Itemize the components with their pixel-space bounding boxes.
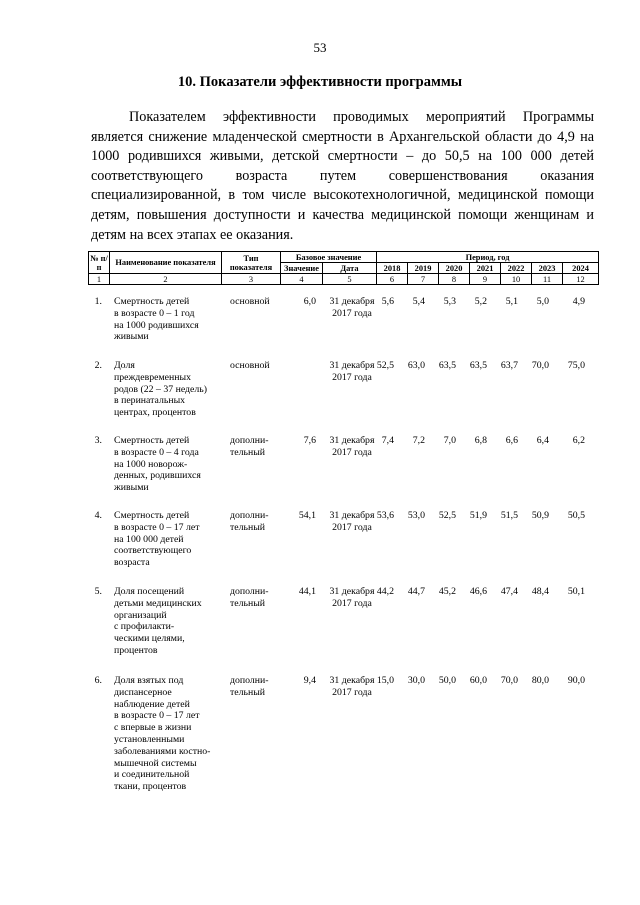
year-value: 63,7 xyxy=(500,360,518,371)
year-value: 15,0 xyxy=(376,675,394,686)
header-year: 2020 xyxy=(439,263,470,274)
indicator-name-line: Доля посещений xyxy=(114,586,185,597)
year-value: 50,1 xyxy=(567,586,585,597)
indicator-name-line: Доля xyxy=(114,360,135,371)
year-value: 5,6 xyxy=(381,296,394,307)
base-date-line: 2017 года xyxy=(332,597,372,609)
header-year: 2023 xyxy=(532,263,563,274)
indicator-type-line: дополни- xyxy=(230,675,269,686)
base-date-line: 2017 года xyxy=(332,307,372,319)
indicator-name-line: денных, родившихся xyxy=(114,470,201,482)
header-base-date: Дата xyxy=(323,263,377,274)
header-year: 2018 xyxy=(377,263,408,274)
indicator-name-line: живыми xyxy=(114,331,149,343)
year-value: 63,5 xyxy=(438,360,456,371)
base-date-line: 2017 года xyxy=(332,686,372,698)
indicator-name xyxy=(114,296,222,343)
indicator-name xyxy=(114,435,222,494)
year-value: 51,5 xyxy=(500,510,518,521)
indicator-name-line: Смертность детей xyxy=(114,435,190,446)
indicator-name-line: Смертность детей xyxy=(114,296,190,307)
base-date-line: 31 декабря xyxy=(329,586,375,597)
year-value: 47,4 xyxy=(500,586,518,597)
indicator-name-line: соответствующего xyxy=(114,545,192,557)
header-year: 2022 xyxy=(501,263,532,274)
year-value: 51,9 xyxy=(469,510,487,521)
base-date-line: 31 декабря xyxy=(329,510,375,521)
indicator-type-line: дополни- xyxy=(230,510,269,521)
indicator-type-line: дополни- xyxy=(230,435,269,446)
indicator-name-line: центрах, процентов xyxy=(114,407,196,419)
indicator-name-line: диспансерное xyxy=(114,686,172,698)
base-value: 54,1 xyxy=(298,510,316,521)
indicator-name-line: ткани, процентов xyxy=(114,781,187,793)
intro-paragraph: Показателем эффективности проводимых мероприятий Программы является снижение младенческой смертности в Архангельской области до 4,9 на 1000 родившихся живыми, детской смертности – до 50,5 на 100 000 детей соответствующего возраста путем совершенствования оказания специализированной, в том числе высокотехнологичной, медицинской помощи детям, повышения доступности и качества медицинской помощи женщинам и детям на всех этапах ее оказания. xyxy=(91,109,594,243)
column-number: 1 xyxy=(89,274,110,285)
column-number: 6 xyxy=(377,274,408,285)
base-date-line: 2017 года xyxy=(332,371,372,383)
year-value: 6,2 xyxy=(572,435,585,446)
row-number: 6. xyxy=(94,675,102,686)
indicator-type-line: основной xyxy=(230,296,270,307)
indicator-type xyxy=(230,360,284,372)
indicator-type xyxy=(230,586,284,610)
indicator-name-line: на 100 000 детей xyxy=(114,533,184,545)
year-value: 4,9 xyxy=(572,296,585,307)
page-number: 53 xyxy=(313,40,327,55)
indicator-name-line: преждевременных xyxy=(114,371,191,383)
year-value: 30,0 xyxy=(407,675,425,686)
year-value: 6,8 xyxy=(474,435,487,446)
indicator-type-line: дополни- xyxy=(230,586,269,597)
year-value: 5,0 xyxy=(536,296,549,307)
year-value: 7,4 xyxy=(381,435,394,446)
header-period: Период, год xyxy=(377,252,599,263)
indicator-name xyxy=(114,675,222,793)
year-value: 6,4 xyxy=(536,435,549,446)
column-number: 3 xyxy=(222,274,281,285)
column-number: 5 xyxy=(323,274,377,285)
column-number: 11 xyxy=(532,274,563,285)
indicator-name-line: ческими целями, xyxy=(114,633,185,645)
indicator-name xyxy=(114,586,222,657)
year-value: 63,5 xyxy=(469,360,487,371)
indicator-type xyxy=(230,510,284,534)
column-number: 2 xyxy=(110,274,222,285)
year-value: 90,0 xyxy=(567,675,585,686)
indicator-type xyxy=(230,435,284,459)
row-number: 1. xyxy=(94,296,102,307)
indicator-name-line: в возрасте 0 – 17 лет xyxy=(114,710,200,722)
indicator-name-line: заболеваниями костно- xyxy=(114,745,211,757)
year-value: 7,0 xyxy=(443,435,456,446)
indicator-type-line: тельный xyxy=(230,446,266,458)
column-number: 9 xyxy=(470,274,501,285)
indicator-name xyxy=(114,510,222,569)
indicator-name-line: с профилакти- xyxy=(114,621,175,633)
indicator-name-line: Смертность детей xyxy=(114,510,190,521)
base-value: 9,4 xyxy=(303,675,316,686)
indicator-type xyxy=(230,675,284,699)
column-number: 7 xyxy=(408,274,439,285)
header-year: 2019 xyxy=(408,263,439,274)
year-value: 50,5 xyxy=(567,510,585,521)
column-number: 10 xyxy=(501,274,532,285)
header-base-value: Значение xyxy=(281,263,323,274)
indicator-name-line: в возрасте 0 – 4 года xyxy=(114,446,199,458)
column-number: 12 xyxy=(563,274,599,285)
year-value: 70,0 xyxy=(531,360,549,371)
indicator-name-line: детьми медицинских xyxy=(114,597,202,609)
year-value: 70,0 xyxy=(500,675,518,686)
indicator-type-line: основной xyxy=(230,360,270,371)
year-value: 5,2 xyxy=(474,296,487,307)
row-number: 5. xyxy=(94,586,102,597)
base-value: 7,6 xyxy=(303,435,316,446)
year-value: 5,1 xyxy=(505,296,518,307)
year-value: 60,0 xyxy=(469,675,487,686)
indicator-name-line: родов (22 – 37 недель) xyxy=(114,383,207,395)
year-value: 7,2 xyxy=(412,435,425,446)
header-year: 2024 xyxy=(563,263,599,274)
indicator-name-line: с впервые в жизни xyxy=(114,722,192,734)
section-title: 10. Показатели эффективности программы xyxy=(177,74,463,90)
indicator-name-line: организаций xyxy=(114,609,167,621)
base-value: 6,0 xyxy=(303,296,316,307)
indicator-name xyxy=(114,360,222,419)
base-date-line: 31 декабря xyxy=(329,435,375,446)
indicator-type-line: тельный xyxy=(230,597,266,609)
header-base: Базовое значение xyxy=(281,252,377,263)
year-value: 53,6 xyxy=(376,510,394,521)
indicator-name-line: в перинатальных xyxy=(114,395,186,407)
base-date-line: 31 декабря xyxy=(329,296,375,307)
indicator-type-line: тельный xyxy=(230,686,266,698)
row-number: 4. xyxy=(94,510,102,521)
base-value: 44,1 xyxy=(298,586,316,597)
indicator-name-line: на 1000 новорож- xyxy=(114,458,188,470)
year-value: 75,0 xyxy=(567,360,585,371)
indicator-name-line: процентов xyxy=(114,644,158,656)
year-value: 52,5 xyxy=(376,360,394,371)
base-date-line: 2017 года xyxy=(332,521,372,533)
indicator-name-line: живыми xyxy=(114,482,149,494)
base-date-line: 31 декабря xyxy=(329,360,375,371)
header-name: Наименование показателя xyxy=(110,252,222,274)
indicator-name-line: в возрасте 0 – 1 год xyxy=(114,307,195,319)
column-number: 8 xyxy=(439,274,470,285)
row-number: 3. xyxy=(94,435,102,446)
year-value: 63,0 xyxy=(407,360,425,371)
indicator-name-line: установленными xyxy=(114,733,185,745)
header-no: № п/п xyxy=(90,253,108,272)
column-number: 4 xyxy=(281,274,323,285)
year-value: 5,4 xyxy=(412,296,425,307)
indicator-name-line: и соединительной xyxy=(114,769,190,781)
year-value: 50,9 xyxy=(531,510,549,521)
indicator-type xyxy=(230,296,284,308)
indicator-name-line: на 1000 родившихся xyxy=(114,319,199,331)
indicator-name-line: возраста xyxy=(114,557,150,569)
year-value: 45,2 xyxy=(438,586,456,597)
header-type: Тип показателя xyxy=(222,252,281,274)
year-value: 52,5 xyxy=(438,510,456,521)
row-number: 2. xyxy=(94,360,102,371)
base-date-line: 31 декабря xyxy=(329,675,375,686)
year-value: 6,6 xyxy=(505,435,518,446)
year-value: 46,6 xyxy=(469,586,487,597)
year-value: 50,0 xyxy=(438,675,456,686)
year-value: 48,4 xyxy=(531,586,549,597)
indicator-name-line: в возрасте 0 – 17 лет xyxy=(114,521,200,533)
indicators-table-header xyxy=(88,251,599,285)
year-value: 80,0 xyxy=(531,675,549,686)
indicator-name-line: Доля взятых под xyxy=(114,675,184,686)
base-date-line: 2017 года xyxy=(332,446,372,458)
indicator-type-line: тельный xyxy=(230,521,266,533)
year-value: 5,3 xyxy=(443,296,456,307)
year-value: 53,0 xyxy=(407,510,425,521)
year-value: 44,7 xyxy=(407,586,425,597)
year-value: 44,2 xyxy=(376,586,394,597)
header-year: 2021 xyxy=(470,263,501,274)
indicator-name-line: наблюдение детей xyxy=(114,698,190,710)
indicator-name-line: мышечной системы xyxy=(114,757,197,769)
